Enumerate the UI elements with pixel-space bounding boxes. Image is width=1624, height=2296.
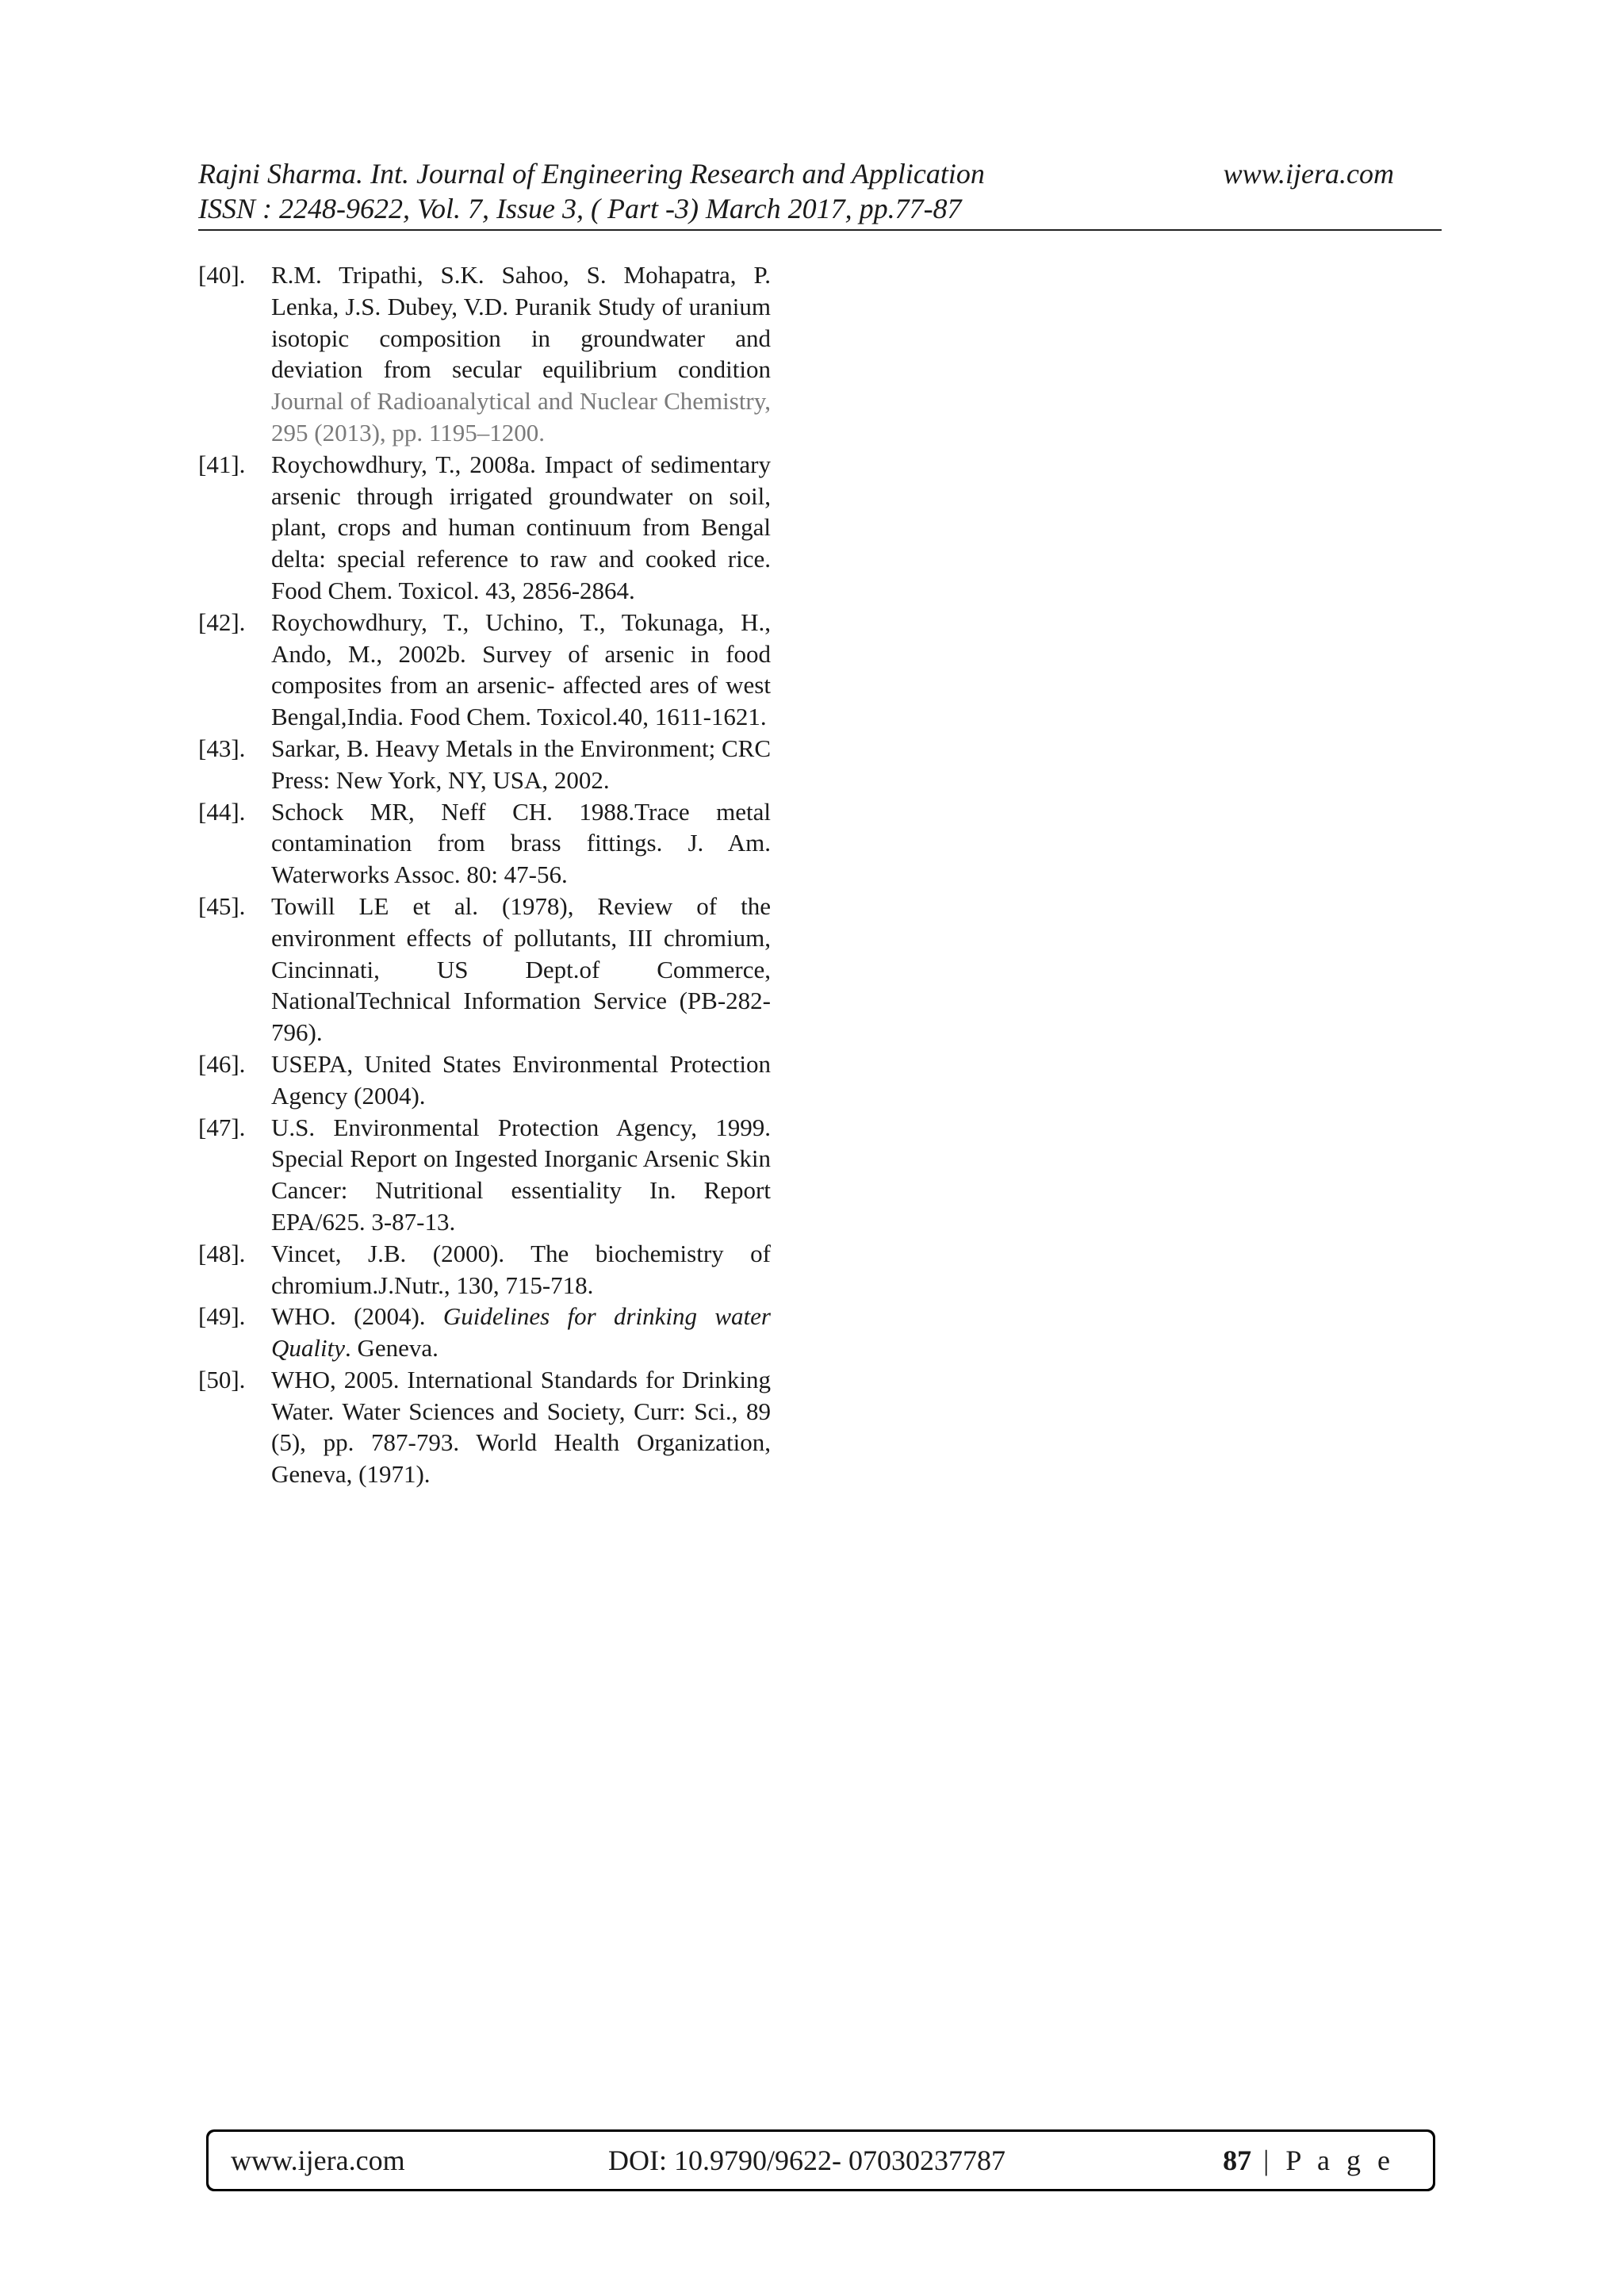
reference-item	[198, 1301, 771, 1364]
reference-item	[198, 1048, 771, 1112]
reference-text: U.S. Environmental Protection Agency, 1999. Special Report on Ingested Inorganic Arsenic Skin Cancer: Nutritional essentiality In. Report EPA/625. 3-87-13.	[271, 1113, 771, 1236]
reference-number: [50].	[198, 1365, 246, 1393]
reference-text: WHO. (2004). Guidelines for drinking water Quality. Geneva.	[271, 1302, 771, 1363]
reference-number: [42].	[198, 608, 246, 636]
reference-item	[198, 449, 771, 607]
footer-page-indicator	[1223, 2132, 1395, 2189]
reference-item	[198, 733, 771, 796]
reference-number: [41].	[198, 450, 246, 478]
reference-item	[198, 891, 771, 1048]
reference-number: [46].	[198, 1049, 246, 1078]
page-number: 87	[1223, 2145, 1252, 2176]
reference-journal-link: Journal of Radioanalytical and Nuclear Chemistry, 295 (2013), pp. 1195–1200.	[271, 387, 771, 447]
reference-text: Towill LE et al. (1978), Review of the environment effects of pollutants, III chromium, Cincinnati, US Dept.of Commerce, NationalTechnical Information Service (PB-282-796).	[271, 891, 771, 1047]
reference-item	[198, 1112, 771, 1238]
reference-text: R.M. Tripathi, S.K. Sahoo, S. Mohapatra, P. Lenka, J.S. Dubey, V.D. Puranik Study of uranium isotopic composition in groundwater and deviation from secular equilibrium condition Journal of Radioanalytical and Nuclear Chemistry, 295 (2013), pp. 1195–1200.	[271, 261, 771, 447]
reference-item	[198, 607, 771, 733]
page-footer	[206, 2129, 1435, 2191]
running-header	[198, 153, 1442, 231]
journal-website: www.ijera.com	[1223, 158, 1394, 190]
reference-number: [49].	[198, 1302, 246, 1331]
reference-number: [47].	[198, 1113, 246, 1141]
footer-website: www.ijera.com	[231, 2145, 405, 2176]
reference-list	[198, 259, 771, 1490]
issn-line: ISSN : 2248-9622, Vol. 7, Issue 3, ( Part -3) March 2017, pp.77-87	[198, 193, 962, 224]
reference-number: [40].	[198, 261, 246, 289]
reference-number: [44].	[198, 797, 246, 826]
reference-item	[198, 1364, 771, 1490]
journal-title: Rajni Sharma. Int. Journal of Engineering Research and Application	[198, 158, 985, 190]
reference-item	[198, 259, 771, 449]
reference-text: Vincet, J.B. (2000). The biochemistry of chromium.J.Nutr., 130, 715-718.	[271, 1239, 771, 1299]
reference-title-italic: Guidelines for drinking water Quality	[271, 1302, 771, 1363]
reference-item	[198, 1238, 771, 1301]
reference-number: [45].	[198, 891, 246, 920]
reference-text: WHO, 2005. International Standards for Drinking Water. Water Sciences and Society, Curr: Sci., 89 (5), pp. 787-793. World Health Organization, Geneva, (1971).	[271, 1365, 771, 1489]
reference-text: Schock MR, Neff CH. 1988.Trace metal contamination from brass fittings. J. Am. Waterworks Assoc. 80: 47-56.	[271, 797, 771, 889]
reference-number: [48].	[198, 1239, 246, 1267]
footer-doi: DOI: 10.9790/9622- 07030237787	[608, 2145, 1005, 2176]
reference-text: Roychowdhury, T., Uchino, T., Tokunaga, H., Ando, M., 2002b. Survey of arsenic in food composites from an arsenic- affected ares of west Bengal,India. Food Chem. Toxicol.40, 1611-1621.	[271, 608, 771, 731]
reference-text: Roychowdhury, T., 2008a. Impact of sedimentary arsenic through irrigated groundwater on soil, plant, crops and human continuum from Bengal delta: special reference to raw and cooked rice. Food Chem. Toxicol. 43, 2856-2864.	[271, 450, 771, 604]
page-label: | P a g e	[1251, 2145, 1395, 2176]
reference-text: Sarkar, B. Heavy Metals in the Environment; CRC Press: New York, NY, USA, 2002.	[271, 734, 771, 794]
footer-box	[209, 2132, 1433, 2189]
reference-text: USEPA, United States Environmental Protection Agency (2004).	[271, 1049, 771, 1110]
reference-number: [43].	[198, 734, 246, 762]
reference-item	[198, 796, 771, 891]
